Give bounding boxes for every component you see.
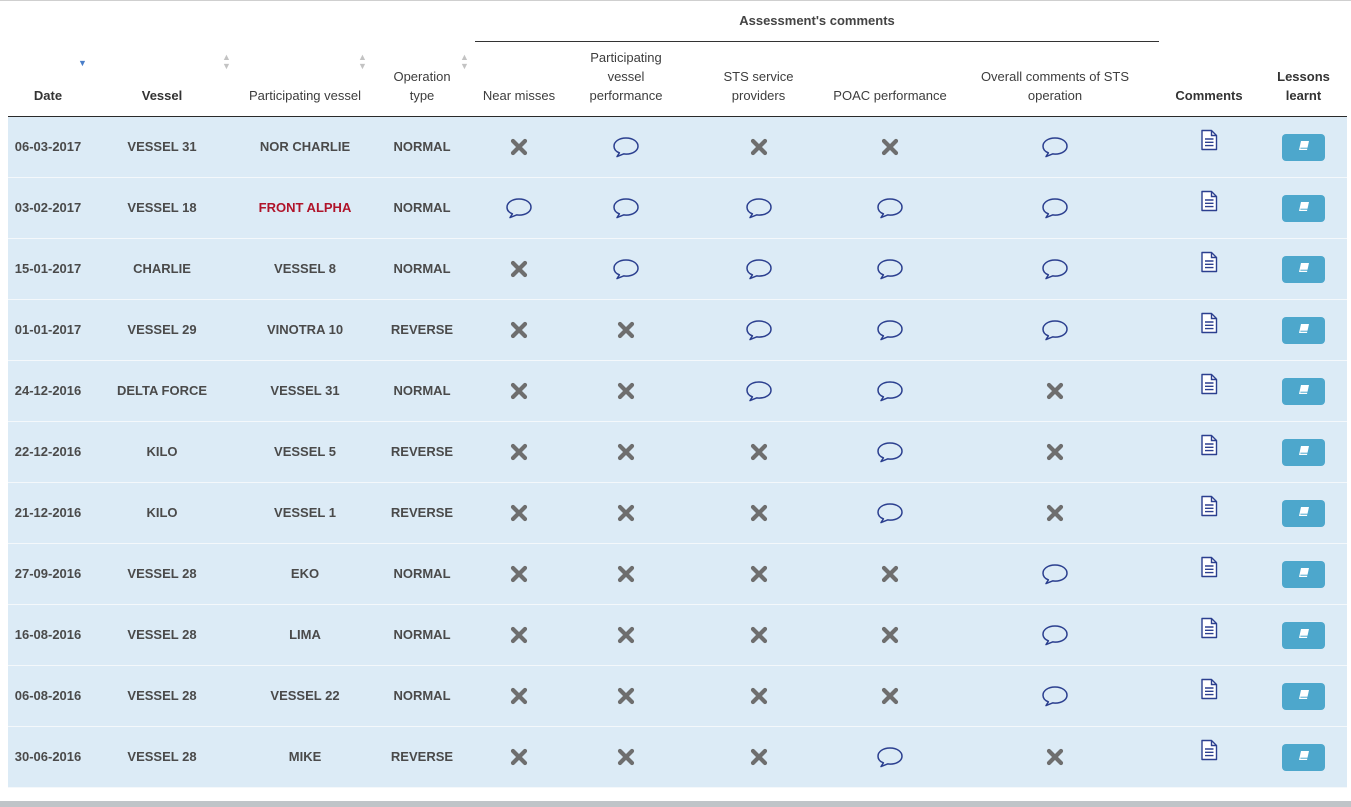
vessel-name: DELTA FORCE [116, 383, 208, 398]
sort-both-icon[interactable]: ▲ ▼ [358, 52, 367, 71]
speech-bubble-icon[interactable] [612, 258, 640, 280]
lessons-learnt-button[interactable] [1282, 378, 1325, 405]
cell-lessons [1265, 361, 1342, 421]
x-icon [510, 443, 528, 461]
cell-participating-perf [574, 178, 678, 238]
table-row [8, 178, 1347, 239]
speech-bubble-icon[interactable] [745, 319, 773, 341]
lessons-learnt-button[interactable] [1282, 317, 1325, 344]
column-header-date[interactable] [8, 53, 88, 111]
cell-lessons [1265, 178, 1342, 238]
speech-bubble-icon[interactable] [876, 380, 904, 402]
vessel-name: VINOTRA 10 [266, 322, 344, 337]
cell-participating-perf [574, 605, 678, 665]
cell-participating-perf [574, 117, 678, 177]
cell-participating-perf [574, 666, 678, 726]
cell-vessel [104, 300, 220, 360]
book-icon [1298, 443, 1310, 461]
cell-participating [245, 666, 365, 726]
speech-bubble-icon[interactable] [1041, 258, 1069, 280]
table-row [8, 117, 1347, 178]
vessel-name: VESSEL 18 [127, 200, 197, 215]
vessel-name: NOR CHARLIE [259, 139, 351, 154]
lessons-learnt-button[interactable] [1282, 500, 1325, 527]
cell-near-misses [478, 422, 560, 482]
speech-bubble-icon[interactable] [1041, 624, 1069, 646]
column-header-label: Participating vessel performance [589, 50, 663, 103]
cell-near-misses [478, 544, 560, 604]
x-icon [1046, 748, 1064, 766]
date-value: 24-12-2016 [14, 383, 82, 398]
speech-bubble-icon[interactable] [505, 197, 533, 219]
column-header-lessons [1265, 53, 1342, 111]
column-header-operation[interactable] [382, 52, 469, 111]
cell-sts-providers [700, 300, 817, 360]
x-icon [750, 748, 768, 766]
date-value: 01-01-2017 [14, 322, 82, 337]
x-icon [510, 138, 528, 156]
table-row [8, 666, 1347, 727]
cell-lessons [1265, 117, 1342, 177]
x-icon [510, 626, 528, 644]
vessel-name: LIMA [289, 627, 321, 642]
speech-bubble-icon[interactable] [745, 197, 773, 219]
operation-type-value: REVERSE [390, 505, 454, 520]
cell-comments [1168, 422, 1250, 482]
document-icon[interactable] [1200, 617, 1218, 639]
book-icon [1298, 382, 1310, 400]
cell-date [8, 483, 88, 543]
column-header-label: STS service providers [723, 69, 794, 103]
cell-participating [245, 422, 365, 482]
book-icon [1298, 504, 1310, 522]
date-value: 21-12-2016 [14, 505, 82, 520]
lessons-learnt-button[interactable] [1282, 256, 1325, 283]
cell-overall [960, 605, 1150, 665]
cell-lessons [1265, 483, 1342, 543]
x-icon [510, 565, 528, 583]
cell-operation [382, 727, 462, 787]
document-icon[interactable] [1200, 495, 1218, 517]
column-header-label: Overall comments of STS operation [980, 69, 1130, 103]
book-icon [1298, 321, 1310, 339]
document-icon[interactable] [1200, 312, 1218, 334]
cell-comments [1168, 727, 1250, 787]
table-row [8, 239, 1347, 300]
book-icon [1298, 565, 1310, 583]
cell-comments [1168, 178, 1250, 238]
cell-comments [1168, 361, 1250, 421]
cell-operation [382, 483, 462, 543]
speech-bubble-icon[interactable] [612, 197, 640, 219]
x-icon [1046, 504, 1064, 522]
x-icon [881, 687, 899, 705]
cell-participating-perf [574, 544, 678, 604]
cell-participating-perf [574, 361, 678, 421]
cell-vessel [104, 727, 220, 787]
cell-comments [1168, 300, 1250, 360]
vessel-name: VESSEL 28 [127, 749, 197, 764]
column-header-label: Participating vessel [249, 88, 361, 103]
lessons-learnt-button[interactable] [1282, 195, 1325, 222]
cell-poac [832, 544, 948, 604]
speech-bubble-icon[interactable] [876, 502, 904, 524]
vessel-name: VESSEL 28 [127, 627, 197, 642]
cell-near-misses [478, 117, 560, 177]
table-row [8, 544, 1347, 605]
cell-comments [1168, 544, 1250, 604]
cell-near-misses [478, 483, 560, 543]
cell-operation [382, 117, 462, 177]
cell-comments [1168, 483, 1250, 543]
vessel-name: MIKE [288, 749, 322, 764]
cell-comments [1168, 239, 1250, 299]
x-icon [510, 260, 528, 278]
x-icon [510, 382, 528, 400]
book-icon [1298, 260, 1310, 278]
cell-sts-providers [700, 544, 817, 604]
top-border [0, 0, 1351, 1]
date-value: 03-02-2017 [14, 200, 82, 215]
x-icon [881, 565, 899, 583]
cell-lessons [1265, 605, 1342, 665]
x-icon [617, 565, 635, 583]
operation-type-value: NORMAL [393, 261, 451, 276]
vessel-name: VESSEL 29 [127, 322, 197, 337]
cell-comments [1168, 666, 1250, 726]
date-value: 30-06-2016 [14, 749, 82, 764]
assessment-group-rule [475, 41, 1159, 42]
lessons-learnt-button[interactable] [1282, 134, 1325, 161]
cell-poac [832, 605, 948, 665]
cell-sts-providers [700, 422, 817, 482]
x-icon [750, 138, 768, 156]
x-icon [881, 138, 899, 156]
column-header-participating-perf [574, 50, 678, 111]
cell-operation [382, 666, 462, 726]
book-icon [1298, 748, 1310, 766]
vessel-name: VESSEL 28 [127, 688, 197, 703]
cell-poac [832, 117, 948, 177]
book-icon [1298, 687, 1310, 705]
date-value: 06-03-2017 [14, 139, 82, 154]
cell-participating-perf [574, 727, 678, 787]
sort-both-icon[interactable]: ▲ ▼ [222, 52, 231, 71]
cell-near-misses [478, 605, 560, 665]
cell-date [8, 117, 88, 177]
column-header-label: Operation type [393, 69, 451, 103]
document-icon[interactable] [1200, 129, 1218, 151]
document-icon[interactable] [1200, 434, 1218, 456]
cell-overall [960, 178, 1150, 238]
cell-poac [832, 483, 948, 543]
x-icon [881, 626, 899, 644]
cell-overall [960, 483, 1150, 543]
cell-vessel [104, 239, 220, 299]
cell-vessel [104, 422, 220, 482]
cell-near-misses [478, 727, 560, 787]
operation-type-value: NORMAL [393, 688, 451, 703]
speech-bubble-icon[interactable] [1041, 319, 1069, 341]
speech-bubble-icon[interactable] [1041, 136, 1069, 158]
cell-vessel [104, 544, 220, 604]
cell-overall [960, 727, 1150, 787]
operation-type-value: REVERSE [390, 322, 454, 337]
cell-date [8, 178, 88, 238]
column-header-overall [960, 53, 1150, 111]
x-icon [1046, 443, 1064, 461]
x-icon [617, 748, 635, 766]
x-icon [617, 504, 635, 522]
date-value: 22-12-2016 [14, 444, 82, 459]
operation-type-value: NORMAL [393, 200, 451, 215]
cell-lessons [1265, 666, 1342, 726]
cell-vessel [104, 605, 220, 665]
x-icon [750, 504, 768, 522]
document-icon[interactable] [1200, 251, 1218, 273]
cell-date [8, 361, 88, 421]
x-icon [617, 687, 635, 705]
cell-date [8, 239, 88, 299]
lessons-learnt-button[interactable] [1282, 744, 1325, 771]
book-icon [1298, 626, 1310, 644]
x-icon [617, 321, 635, 339]
cell-lessons [1265, 300, 1342, 360]
cell-sts-providers [700, 178, 817, 238]
x-icon [750, 565, 768, 583]
cell-participating [245, 300, 365, 360]
speech-bubble-icon[interactable] [876, 319, 904, 341]
table-row [8, 605, 1347, 666]
x-icon [617, 382, 635, 400]
vessel-name: VESSEL 1 [274, 505, 336, 520]
cell-lessons [1265, 239, 1342, 299]
vessel-name: VESSEL 22 [270, 688, 340, 703]
cell-date [8, 666, 88, 726]
document-icon[interactable] [1200, 373, 1218, 395]
operation-type-value: NORMAL [393, 139, 451, 154]
cell-sts-providers [700, 666, 817, 726]
cell-participating [245, 239, 365, 299]
vessel-name: KILO [146, 444, 178, 459]
x-icon [750, 687, 768, 705]
column-header-label: Comments [1175, 88, 1243, 103]
cell-lessons [1265, 422, 1342, 482]
cell-vessel [104, 666, 220, 726]
cell-sts-providers [700, 361, 817, 421]
cell-near-misses [478, 239, 560, 299]
column-header-label: Vessel [141, 88, 183, 103]
vessel-name: EKO [290, 566, 320, 581]
operation-type-value: REVERSE [390, 444, 454, 459]
operation-type-value: NORMAL [393, 627, 451, 642]
cell-operation [382, 178, 462, 238]
cell-sts-providers [700, 727, 817, 787]
x-icon [510, 687, 528, 705]
lessons-learnt-button[interactable] [1282, 439, 1325, 466]
sort-both-icon[interactable]: ▲ ▼ [460, 52, 469, 71]
speech-bubble-icon[interactable] [612, 136, 640, 158]
operation-type-value: NORMAL [393, 566, 451, 581]
cell-overall [960, 666, 1150, 726]
cell-operation [382, 361, 462, 421]
vessel-name: VESSEL 8 [274, 261, 336, 276]
table-row [8, 727, 1347, 788]
speech-bubble-icon[interactable] [745, 380, 773, 402]
cell-poac [832, 422, 948, 482]
cell-overall [960, 361, 1150, 421]
cell-lessons [1265, 544, 1342, 604]
cell-overall [960, 117, 1150, 177]
cell-participating [245, 544, 365, 604]
cell-overall [960, 300, 1150, 360]
x-icon [750, 443, 768, 461]
document-icon[interactable] [1200, 190, 1218, 212]
document-icon[interactable] [1200, 739, 1218, 761]
speech-bubble-icon[interactable] [1041, 563, 1069, 585]
x-icon [510, 748, 528, 766]
table-row [8, 422, 1347, 483]
speech-bubble-icon[interactable] [876, 197, 904, 219]
column-header-label: Near misses [482, 88, 556, 103]
lessons-learnt-button[interactable] [1282, 683, 1325, 710]
cell-operation [382, 605, 462, 665]
cell-operation [382, 422, 462, 482]
speech-bubble-icon[interactable] [876, 746, 904, 768]
date-value: 06-08-2016 [14, 688, 82, 703]
cell-operation [382, 300, 462, 360]
column-header-label: POAC performance [833, 88, 947, 103]
cell-date [8, 727, 88, 787]
cell-date [8, 300, 88, 360]
cell-poac [832, 239, 948, 299]
document-icon[interactable] [1200, 678, 1218, 700]
cell-participating [245, 605, 365, 665]
cell-poac [832, 361, 948, 421]
cell-participating-perf [574, 239, 678, 299]
cell-overall [960, 239, 1150, 299]
vessel-name: CHARLIE [133, 261, 191, 276]
cell-participating-perf [574, 422, 678, 482]
cell-date [8, 422, 88, 482]
x-icon [617, 443, 635, 461]
cell-near-misses [478, 300, 560, 360]
cell-sts-providers [700, 117, 817, 177]
x-icon [1046, 382, 1064, 400]
speech-bubble-icon[interactable] [876, 441, 904, 463]
cell-overall [960, 544, 1150, 604]
table-row [8, 483, 1347, 544]
cell-vessel [104, 117, 220, 177]
cell-participating [245, 483, 365, 543]
cell-participating [245, 361, 365, 421]
cell-sts-providers [700, 239, 817, 299]
cell-participating-perf [574, 483, 678, 543]
cell-date [8, 605, 88, 665]
column-header-vessel[interactable] [104, 52, 231, 111]
cell-poac [832, 666, 948, 726]
cell-sts-providers [700, 483, 817, 543]
document-icon[interactable] [1200, 556, 1218, 578]
horizontal-scrollbar[interactable] [0, 801, 1351, 807]
speech-bubble-icon[interactable] [1041, 685, 1069, 707]
operation-type-value: REVERSE [390, 749, 454, 764]
cell-comments [1168, 605, 1250, 665]
column-header-comments [1168, 53, 1250, 111]
cell-operation [382, 544, 462, 604]
column-header-label: Date [33, 88, 63, 103]
cell-poac [832, 300, 948, 360]
column-header-sts-providers [700, 53, 817, 111]
vessel-name: VESSEL 31 [127, 139, 197, 154]
column-header-near-misses [478, 53, 560, 111]
vessel-name: KILO [146, 505, 178, 520]
date-value: 15-01-2017 [14, 261, 82, 276]
operation-type-value: NORMAL [393, 383, 451, 398]
cell-near-misses [478, 178, 560, 238]
vessel-name: VESSEL 31 [270, 383, 340, 398]
date-value: 16-08-2016 [14, 627, 82, 642]
table-row [8, 361, 1347, 422]
lessons-learnt-button[interactable] [1282, 622, 1325, 649]
vessel-name: FRONT ALPHA [258, 200, 352, 215]
cell-participating [245, 117, 365, 177]
cell-poac [832, 178, 948, 238]
x-icon [510, 504, 528, 522]
cell-lessons [1265, 727, 1342, 787]
x-icon [510, 321, 528, 339]
x-icon [617, 626, 635, 644]
column-header-participating[interactable] [245, 53, 365, 111]
cell-near-misses [478, 666, 560, 726]
speech-bubble-icon[interactable] [1041, 197, 1069, 219]
cell-operation [382, 239, 462, 299]
cell-vessel [104, 361, 220, 421]
table-row [8, 300, 1347, 361]
cell-vessel [104, 483, 220, 543]
table-body [8, 117, 1347, 788]
date-value: 27-09-2016 [14, 566, 82, 581]
cell-overall [960, 422, 1150, 482]
cell-sts-providers [700, 605, 817, 665]
cell-near-misses [478, 361, 560, 421]
cell-poac [832, 727, 948, 787]
assessment-group-header: Assessment's comments [739, 13, 895, 28]
cell-participating-perf [574, 300, 678, 360]
cell-participating [245, 178, 365, 238]
sort-descending-icon[interactable]: ▼ [78, 58, 87, 68]
speech-bubble-icon[interactable] [876, 258, 904, 280]
cell-comments [1168, 117, 1250, 177]
cell-vessel [104, 178, 220, 238]
speech-bubble-icon[interactable] [745, 258, 773, 280]
lessons-learnt-button[interactable] [1282, 561, 1325, 588]
cell-date [8, 544, 88, 604]
book-icon [1298, 138, 1310, 156]
vessel-name: VESSEL 28 [127, 566, 197, 581]
cell-participating [245, 727, 365, 787]
x-icon [750, 626, 768, 644]
vessel-name: VESSEL 5 [274, 444, 336, 459]
column-header-poac [832, 53, 948, 111]
book-icon [1298, 199, 1310, 217]
column-header-label: Lessons learnt [1277, 69, 1330, 103]
